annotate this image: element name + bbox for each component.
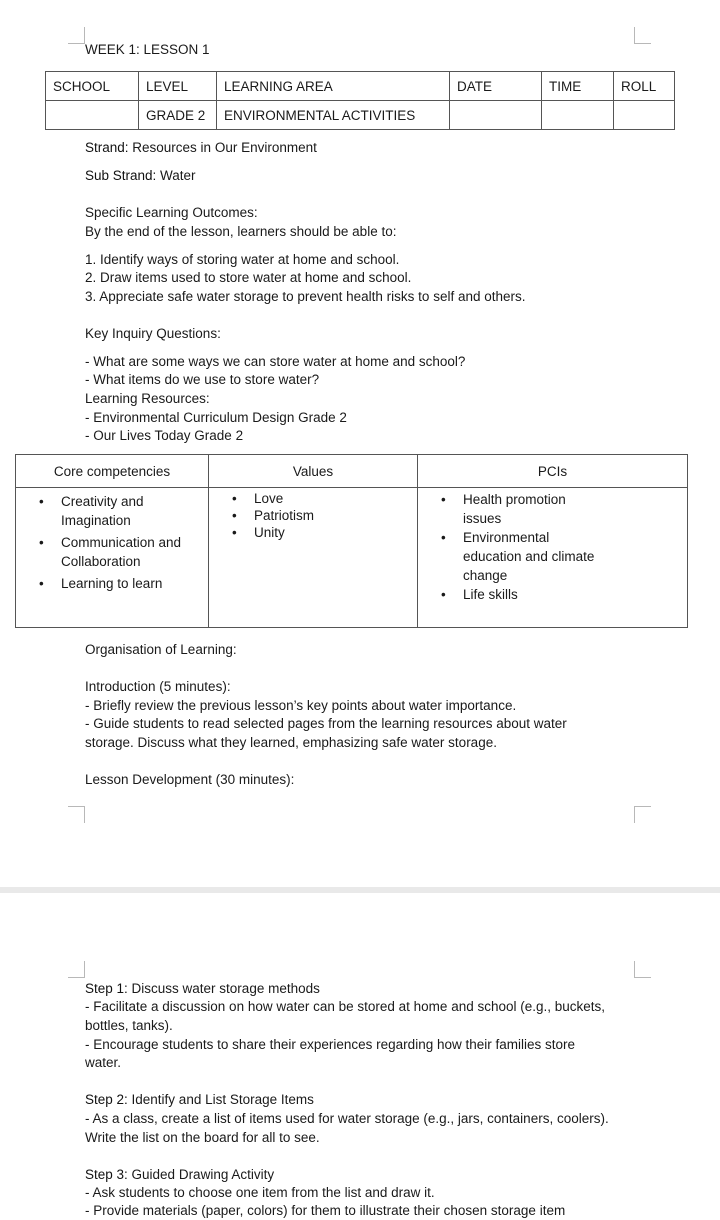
step-3-heading bbox=[85, 1166, 274, 1184]
list-item: • Unity bbox=[210, 524, 416, 541]
step-2-line: Write the list on the board for all to see. bbox=[85, 1130, 320, 1145]
learning-area-value: ENVIRONMENTAL ACTIVITIES bbox=[217, 101, 450, 130]
column-header: Values bbox=[209, 455, 418, 488]
step-label: Step 3: bbox=[85, 1167, 128, 1182]
page-corner-mark bbox=[68, 961, 85, 978]
list-item: • Learning to learn bbox=[17, 574, 207, 593]
introduction-line: - Briefly review the previous lesson’s key points about water importance. bbox=[85, 698, 517, 713]
step-1-heading bbox=[85, 980, 320, 998]
introduction-line: storage. Discuss what they learned, emphasizing safe water storage. bbox=[85, 735, 497, 750]
page-corner-mark bbox=[68, 27, 85, 44]
date-value bbox=[450, 101, 542, 130]
values-cell bbox=[209, 488, 418, 628]
lesson-heading: WEEK 1: LESSON 1 bbox=[85, 42, 210, 57]
page-corner-mark bbox=[68, 806, 85, 823]
step-title: Guided Drawing Activity bbox=[127, 1167, 275, 1182]
header-cell: TIME bbox=[542, 72, 614, 101]
step-2-heading bbox=[85, 1091, 314, 1109]
page-corner-mark bbox=[634, 961, 651, 978]
substrand-line bbox=[85, 167, 196, 185]
header-cell: DATE bbox=[450, 72, 542, 101]
slo-intro: By the end of the lesson, learners should be able to: bbox=[85, 224, 397, 239]
list-item: • Creativity and Imagination bbox=[17, 492, 207, 530]
list-item: • Patriotism bbox=[210, 507, 416, 524]
outcome-item: 2. Draw items used to store water at home and school. bbox=[85, 270, 412, 285]
kiq-item: - What are some ways we can store water at home and school? bbox=[85, 354, 466, 369]
kiq-item: - What items do we use to store water? bbox=[85, 372, 320, 387]
level-value: GRADE 2 bbox=[139, 101, 217, 130]
strand-line bbox=[85, 139, 317, 157]
roll-value bbox=[614, 101, 675, 130]
substrand-label: Sub Strand: bbox=[85, 168, 157, 183]
header-cell: LEVEL bbox=[139, 72, 217, 101]
outcome-item: 1. Identify ways of storing water at home and school. bbox=[85, 252, 400, 267]
substrand-value: Water bbox=[156, 168, 196, 183]
table-row bbox=[46, 101, 675, 130]
page-separator bbox=[0, 887, 720, 893]
page-corner-mark bbox=[634, 27, 651, 44]
step-1-line: water. bbox=[85, 1055, 122, 1070]
introduction-title: Introduction (5 minutes): bbox=[85, 679, 231, 694]
resources-title: Learning Resources: bbox=[85, 391, 210, 406]
resource-item: - Our Lives Today Grade 2 bbox=[85, 428, 244, 443]
step-title: Discuss water storage methods bbox=[127, 981, 320, 996]
step-1-line: - Encourage students to share their experiences regarding how their families store bbox=[85, 1037, 576, 1052]
strand-value: Resources in Our Environment bbox=[128, 140, 317, 155]
list-item: • Communication and Collaboration bbox=[17, 533, 207, 571]
step-1-line: - Facilitate a discussion on how water can be stored at home and school (e.g., buckets, bbox=[85, 999, 606, 1014]
pcis-cell bbox=[418, 488, 688, 628]
organisation-title: Organisation of Learning: bbox=[85, 642, 237, 657]
time-value bbox=[542, 101, 614, 130]
school-value bbox=[46, 101, 139, 130]
header-cell: LEARNING AREA bbox=[217, 72, 450, 101]
list-item: • Health promotion issues bbox=[419, 490, 596, 528]
resource-item: - Environmental Curriculum Design Grade 2 bbox=[85, 410, 347, 425]
header-cell: ROLL bbox=[614, 72, 675, 101]
step-2-line: - As a class, create a list of items used for water storage (e.g., jars, containers, coolers). bbox=[85, 1111, 609, 1126]
table-row bbox=[16, 488, 688, 628]
competency-table bbox=[15, 454, 688, 628]
outcome-item: 3. Appreciate safe water storage to prevent health risks to self and others. bbox=[85, 289, 526, 304]
list-item: • Love bbox=[210, 490, 416, 507]
strand-label: Strand: bbox=[85, 140, 129, 155]
lesson-header-table bbox=[45, 71, 675, 130]
page-corner-mark bbox=[634, 806, 651, 823]
step-title: Identify and List Storage Items bbox=[127, 1092, 314, 1107]
introduction-line: - Guide students to read selected pages from the learning resources about water bbox=[85, 716, 567, 731]
step-label: Step 1: bbox=[85, 981, 128, 996]
slo-title: Specific Learning Outcomes: bbox=[85, 205, 258, 220]
lesson-development-title: Lesson Development (30 minutes): bbox=[85, 772, 295, 787]
header-cell: SCHOOL bbox=[46, 72, 139, 101]
column-header: Core competencies bbox=[16, 455, 209, 488]
table-row bbox=[16, 455, 688, 488]
core-competencies-cell bbox=[16, 488, 209, 628]
step-1-line: bottles, tanks). bbox=[85, 1018, 173, 1033]
list-item: • Environmental education and climate change bbox=[419, 528, 596, 585]
kiq-title: Key Inquiry Questions: bbox=[85, 326, 221, 341]
table-row bbox=[46, 72, 675, 101]
column-header: PCIs bbox=[418, 455, 688, 488]
step-3-line: - Ask students to choose one item from the list and draw it. bbox=[85, 1185, 435, 1200]
list-item: • Life skills bbox=[419, 585, 596, 604]
step-3-line: - Provide materials (paper, colors) for them to illustrate their chosen storage item bbox=[85, 1203, 566, 1218]
step-label: Step 2: bbox=[85, 1092, 128, 1107]
